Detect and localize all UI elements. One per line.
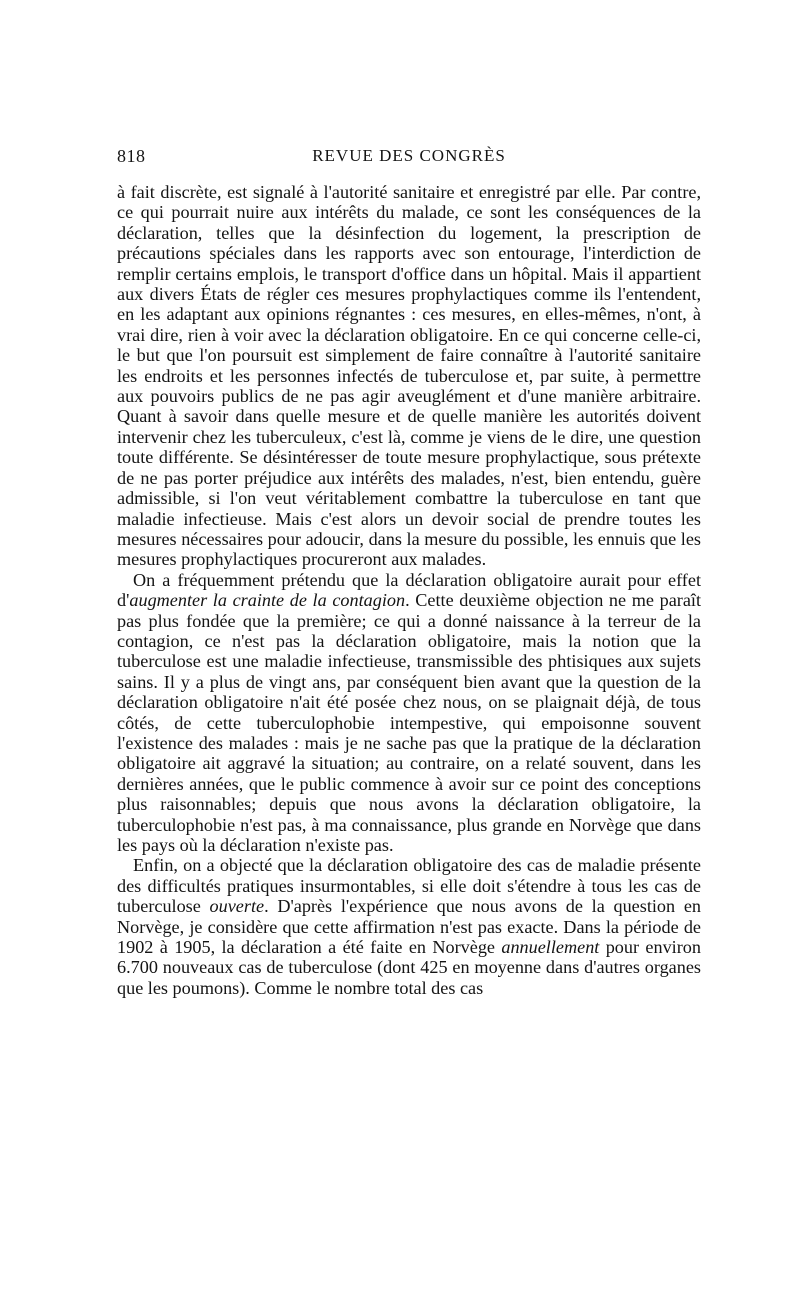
text-segment: . Cette deuxième objection ne me paraît pas plus fondée que la première; ce qui a donné naissance à la terreur de la contagion, ce n'est pas la déclaration obligatoire, mais la notion que la tuberculose est une maladie infectieuse, transmissible des phtisiques aux sujets sains. Il y a plus de vingt ans, par conséquent bien avant que la question de la déclaration obligatoire n'ait été posée chez nous, on se plaignait déjà, de tous côtés, de cette tuberculophobie intempestive, qui empoisonne souvent l'existence des malades : mais je ne sache pas que la pratique de la déclaration obligatoire ait aggravé la situation; au contraire, on a relaté souvent, dans les dernières années, que le public commence à avoir sur ce point des conceptions plus raisonnables; depuis que nous avons la déclaration obligatoire, la tuberculophobie n'est pas, à ma connaissance, plus grande en Norvège que dans les pays où la déclaration n'existe pas. — [117, 590, 701, 855]
text-segment: On a fréquemment prétendu que la déclaration obligatoire aurait pour effet d' — [117, 569, 701, 611]
text-segment: . D'après l'expérience que nous avons de la question en Norvège, je considère que cette affirmation n'est pas exacte. Dans la période de 1902 à 1905, la déclaration a été faite en Norvège — [117, 896, 701, 958]
italic-word: annuellement — [501, 937, 600, 958]
paragraph-1 — [117, 182, 701, 570]
running-title: REVUE DES CONGRÈS — [312, 146, 506, 165]
paragraph-2 — [117, 570, 701, 856]
text-segment: Enfin, on a objecté que la déclaration obligatoire des cas de maladie présente des difficultés pratiques insurmontables, si elle doit s'étendre à tous les cas de tuberculose — [117, 855, 701, 917]
text-segment: à fait discrète, est signalé à l'autorité sanitaire et enregistré par elle. Par contre, ce qui pourrait nuire aux intérêts du malade, ce sont les conséquences de la déclaration, telles que la désinfection du logement, la prescription de précautions spéciales dans les rapports avec son entourage, l'interdiction de remplir certains emplois, le transport d'office dans un hôpital. Mais il appartient aux divers États de régler ces mesures prophylactiques comme ils l'entendent, en les adaptant aux opinions régnantes : ces mesures, en elles-mêmes, n'ont, à vrai dire, rien à voir avec la déclaration obligatoire. En ce qui concerne celle-ci, le but que l'on poursuit est simplement de faire connaître à l'autorité sanitaire les endroits et les personnes infectés de tuberculose et, par suite, à permettre aux pouvoirs publics de ne pas agir aveuglément et d'une manière arbitraire. Quant à savoir dans quelle mesure et de quelle manière les autorités doivent intervenir chez les tuberculeux, c'est là, comme je viens de le dire, une question toute différente. Se désintéresser de toute mesure prophylactique, sous prétexte de ne pas porter préjudice aux intérêts des malades, n'est, bien entendu, guère admissible, si l'on veut véritablement combattre la tuberculose en tant que maladie infectieuse. Mais c'est alors un devoir social de prendre toutes les mesures nécessaires pour adoucir, dans la mesure du possible, les ennuis que les mesures prophylactiques procureront aux malades. — [117, 182, 701, 570]
body-text — [117, 182, 701, 998]
italic-word: ouverte — [209, 896, 265, 917]
italic-phrase: augmenter la crainte de la contagion — [129, 590, 406, 611]
text-segment: pour environ 6.700 nouveaux cas de tuberculose (dont 425 en moyenne dans d'autres organes que les poumons). Comme le nombre total des cas — [117, 937, 701, 998]
page-number: 818 — [117, 146, 146, 166]
paragraph-3 — [117, 855, 701, 998]
page-header — [117, 146, 701, 172]
